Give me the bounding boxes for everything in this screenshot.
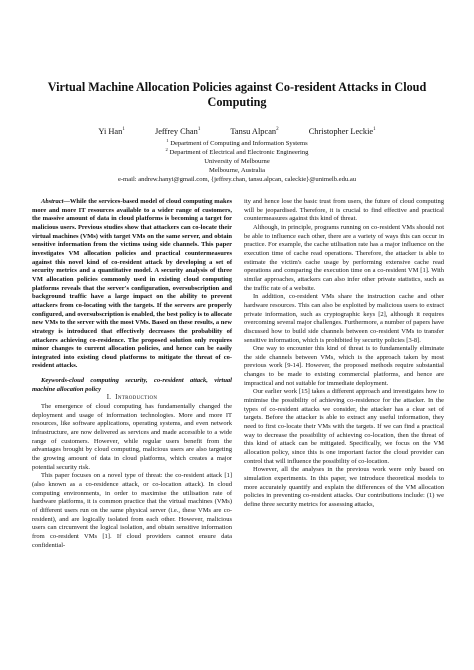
affiliation-line: $^2$ Department of Electrical and Electronic Engineering xyxy=(165,146,309,157)
body-paragraph: In addition, co-resident VMs share the instruction cache and other hardware resources. This can also be exploited by malicious users to extract private information, such as cryptographic keys [2], although it requires overcoming several major challenges. Furthermore, a number of papers have discussed how to build side channels between co-resident VMs to transfer sensitive information, which is prohibited by security policies [3-8]. xyxy=(244,293,444,344)
author: Yi Han$^1$ xyxy=(98,127,125,136)
paper-title: Virtual Machine Allocation Policies against Co-resident Attacks in Cloud Computing xyxy=(47,80,427,109)
author-list xyxy=(0,126,474,137)
affiliation-line: University of Melbourne xyxy=(204,158,270,166)
body-paragraph: ity and hence lose the basic trust from users, the future of cloud computing will be jeopardised. Therefore, it is crucial to find effective and practical countermeasures against this kind of threat. xyxy=(244,198,444,223)
abstract: Abstract—While the services-based model of cloud computing makes more and more IT resources available to a wider range of customers, the massive amount of data in cloud platforms is becoming a target for malicious users. Previous studies show that attackers can co-locate their virtual machines (VMs) with target VMs on the same server, and obtain sensitive information from the victims using side channels. This paper investigates VM allocation policies and practical countermeasures against this novel kind of co-resident attack by developing a set of security metrics and a quantitative model. A security analysis of three VM allocation policies commonly used in existing cloud computing platforms reveals that the server's configuration, oversubscription and background traffic have a large impact on the ability to prevent attackers from co-locating with the targets. If the servers are properly configured, and oversubscription is enabled, the best policy is to allocate new VMs to the server with the most VMs. Based on these results, a new strategy is introduced that effectively decreases the probability of attackers achieving co-residence. The proposed solution only requires minor changes to current allocation policies, and hence can be easily integrated into existing cloud platforms to mitigate the threat of co-resident attacks. xyxy=(32,198,232,370)
keywords: Keywords-cloud computing security, co-resident attack, virtual machine allocation policy xyxy=(32,377,232,393)
author: Christopher Leckie$^1$ xyxy=(308,127,376,136)
affiliation-line: $^1$ Department of Computing and Information Systems xyxy=(166,137,308,147)
body-paragraph: This paper focuses on a novel type of threat: the co-resident attack [1] (also known as a co-residence attack, or co-location attack). In cloud computing environments, in order to maximise the utilisation rate of hardware platforms, it is common practice that the virtual machines (VMs) of different users run on the same physical server (i.e., these VMs are co-resident), and are logically isolated from each other. However, malicious users can circumvent the logical isolation, and obtain sensitive information from co-resident VMs [1]. If cloud providers cannot ensure data confidential- xyxy=(32,472,232,549)
right-column xyxy=(244,198,444,510)
affiliations xyxy=(0,139,474,184)
author: Tansu Alpcan$^2$ xyxy=(230,127,279,136)
email-line: e-mail: andrew.hanyi@gmail.com, {jeffrey.chan, tansu.alpcan, caleckie}@unimelb.edu.au xyxy=(117,176,357,184)
body-paragraph: The emergence of cloud computing has fundamentally changed the deployment and usage of information technologies. More and more IT resources, like software applications, operating systems, and even network infrastructure, are now delivered as services and made accessible to a wide range of customers. However, while regular users benefit from the advantages brought by cloud computing, malicious users are also targeting the growing amount of data in cloud platforms, which creates a major potential security risk. xyxy=(32,403,232,471)
section-heading: I. Introduction xyxy=(106,394,158,402)
body-paragraph: One way to encounter this kind of threat is to fundamentally eliminate the side channels between VMs, which is the approach taken by most previous work [9-14]. However, the proposed methods require substantial changes to be made to existing commercial platforms, and hence are impractical and not suitable for immediate deployment. xyxy=(244,345,444,387)
left-column xyxy=(32,198,232,550)
author: Jeffrey Chan$^1$ xyxy=(154,127,201,136)
affiliation-line: Melbourne, Australia xyxy=(208,167,266,175)
body-paragraph: Although, in principle, programs running on co-resident VMs should not be able to influence each other, there are a variety of ways this can occur in practice. For example, the cache utilisation rate has a major influence on the execution time of cache read operations. Therefore, the attacker is able to estimate the victim's cache usage by performing extensive cache read operations and comparing the execution time on a co-resident VM [1]. With similar approaches, attackers can also infer other private statistics, such as the traffic rate of a website. xyxy=(244,223,444,292)
body-paragraph: However, all the analyses in the previous work were only based on simulation experiments. In this paper, we introduce theoretical models to more accurately quantify and explain the differences of the VM allocation policies in preventing co-resident attacks. Our contributions include: (1) we define three security metrics for assessing attacks, xyxy=(244,466,444,508)
body-paragraph: Our earlier work [15] takes a different approach and investigates how to minimise the possibility of achieving co-residence for the attacker. In the types of co-resident attacks we consider, the attacker has a clear set of targets. Before the attacker is able to extract any useful information, they need to first co-locate their VMs with the targets. If we can find a practical way to decrease the possibility of achieving co-location, then the threat of this kind of attack can be mitigated. Specifically, we focus on the VM allocation policy, since this is one important factor the cloud provider can control that will influence the possibility of co-location. xyxy=(244,388,444,465)
